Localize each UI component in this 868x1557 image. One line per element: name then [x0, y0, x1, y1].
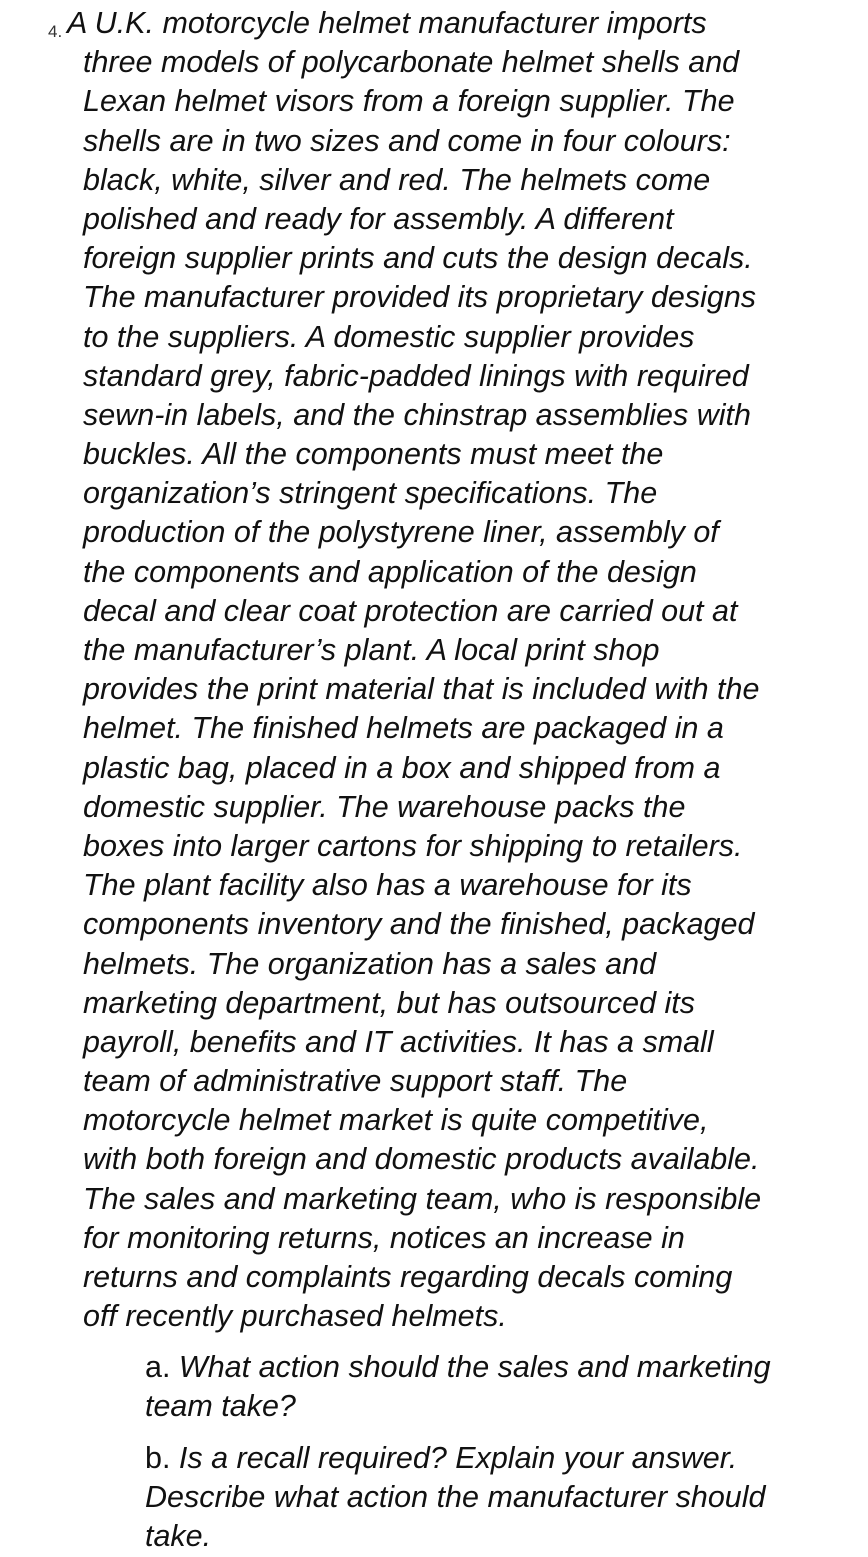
subquestion-line — [145, 1348, 855, 1387]
question-line: three models of polycarbonate helmet shells and — [83, 45, 740, 80]
question-line: team of administrative support staff. The — [83, 1064, 628, 1099]
question-line: marketing department, but has outsourced its — [83, 985, 696, 1020]
question-line: the components and application of the design — [83, 554, 697, 589]
question-line: provides the print material that is included with the — [83, 672, 760, 707]
question-line: polished and ready for assembly. A different — [83, 201, 674, 236]
question-text — [67, 4, 853, 1336]
question-number: 4. — [48, 22, 63, 41]
question-line: The manufacturer provided its proprietary designs — [83, 280, 757, 315]
subquestion-b — [145, 1439, 855, 1556]
question-line: The sales and marketing team, who is responsible — [83, 1181, 762, 1216]
question-line: foreign supplier prints and cuts the design decals. — [83, 241, 753, 276]
subquestion-line: Describe what action the manufacturer should — [145, 1480, 766, 1514]
question-line: black, white, silver and red. The helmets come — [83, 162, 711, 197]
question-line: production of the polystyrene liner, assembly of — [83, 515, 719, 550]
question-line: buckles. All the components must meet the — [83, 437, 664, 472]
subquestion-line — [145, 1439, 855, 1478]
question-line: helmets. The organization has a sales and — [83, 946, 657, 981]
question-line: The plant facility also has a warehouse for its — [83, 868, 692, 903]
question-line: sewn-in labels, and the chinstrap assemblies with — [83, 397, 751, 432]
question-line: components inventory and the finished, packaged — [83, 907, 755, 942]
question-line: shells are in two sizes and come in four colours: — [83, 123, 731, 158]
question-line: boxes into larger cartons for shipping to retailers. — [83, 828, 743, 863]
subquestion-a — [145, 1348, 855, 1426]
question-line: organization’s stringent specifications. The — [83, 476, 658, 511]
subquestion-prefix: a. — [145, 1350, 171, 1384]
question-line: with both foreign and domestic products available. — [83, 1142, 760, 1177]
subquestion-line: take. — [145, 1519, 212, 1553]
question-line: for monitoring returns, notices an increase in — [83, 1220, 685, 1255]
question-line: payroll, benefits and IT activities. It has a small — [83, 1024, 714, 1059]
question-line: to the suppliers. A domestic supplier provides — [83, 319, 695, 354]
subquestion-text: Is a recall required? Explain your answer. — [178, 1441, 738, 1475]
question-line: standard grey, fabric-padded linings with required — [83, 358, 749, 393]
question-line: the manufacturer’s plant. A local print shop — [83, 633, 660, 667]
question-line: domestic supplier. The warehouse packs the — [83, 789, 686, 824]
question-line: A U.K. motorcycle helmet manufacturer imports — [67, 6, 707, 40]
subquestion-text: What action should the sales and marketing — [178, 1350, 771, 1384]
question-line: decal and clear coat protection are carried out at — [83, 593, 738, 628]
question-line: motorcycle helmet market is quite competitive, — [83, 1103, 709, 1138]
question-line: Lexan helmet visors from a foreign supplier. The — [83, 84, 735, 119]
question-line: off recently purchased helmets. — [83, 1299, 507, 1334]
subquestion-prefix: b. — [145, 1441, 171, 1475]
question-line: plastic bag, placed in a box and shipped from a — [83, 750, 721, 785]
subquestion-line: team take? — [145, 1389, 296, 1423]
question-line: helmet. The finished helmets are packaged in a — [83, 711, 724, 746]
question-line: returns and complaints regarding decals coming — [83, 1260, 733, 1294]
